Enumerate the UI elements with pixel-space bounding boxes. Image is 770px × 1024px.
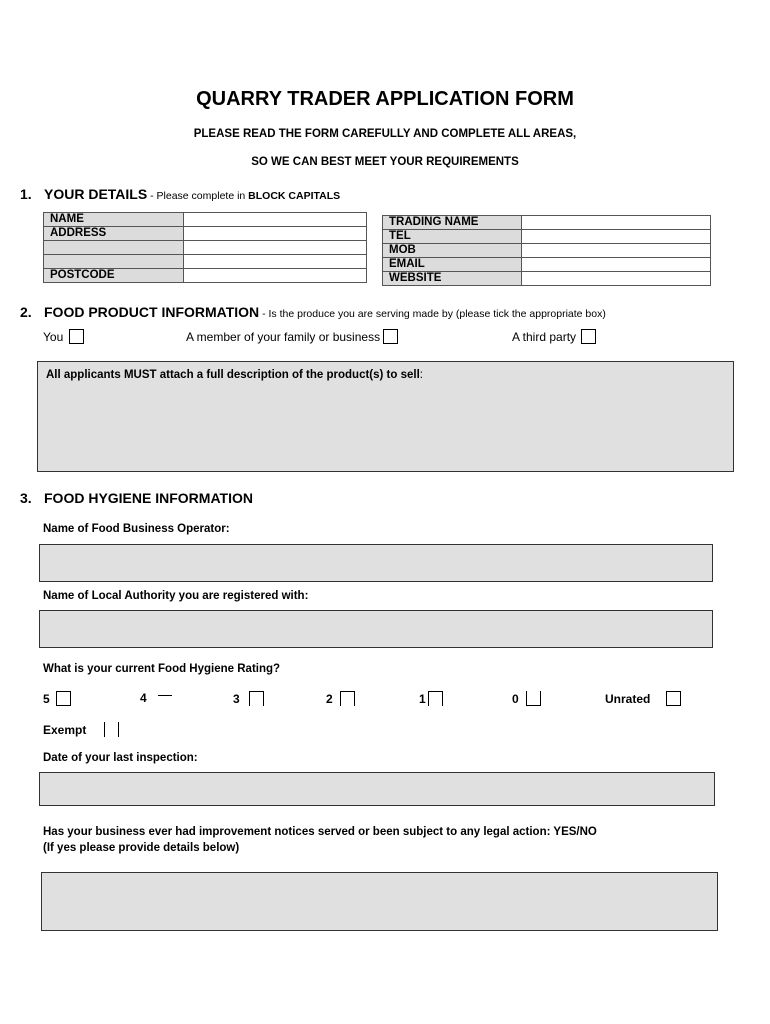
rating-5-checkbox[interactable] xyxy=(56,691,71,706)
notices-question: Has your business ever had improvement notices served or been subject to any legal action: YES/NO xyxy=(43,826,597,838)
rating-3-label: 3 xyxy=(233,692,240,706)
operator-label: Name of Food Business Operator: xyxy=(43,523,230,535)
section-1-note-emphasis: BLOCK CAPITALS xyxy=(248,190,341,202)
section-2-title: FOOD PRODUCT INFORMATION xyxy=(44,304,260,320)
details-row-website xyxy=(383,272,711,286)
section-1-title: YOUR DETAILS xyxy=(44,186,148,202)
rating-exempt-label: Exempt xyxy=(43,723,87,737)
address-field-2[interactable] xyxy=(184,241,367,255)
option-you-label: You xyxy=(43,330,64,344)
product-description-colon: : xyxy=(419,369,423,381)
option-you xyxy=(43,329,84,344)
option-you-checkbox[interactable] xyxy=(69,329,84,344)
tel-label: TEL xyxy=(383,230,522,244)
tel-field[interactable] xyxy=(522,230,711,244)
trading-name-field[interactable] xyxy=(522,216,711,230)
details-row-email xyxy=(383,258,711,272)
your-details-table-right xyxy=(382,215,711,286)
address-label: ADDRESS xyxy=(44,227,184,241)
details-row-address xyxy=(44,227,367,241)
rating-question: What is your current Food Hygiene Rating? xyxy=(43,663,281,675)
address-label-blank-2 xyxy=(44,255,184,269)
rating-exempt-checkbox[interactable] xyxy=(104,722,119,737)
section-3-number: 3. xyxy=(20,490,32,506)
section-3-heading xyxy=(20,490,253,506)
rating-5 xyxy=(43,691,71,706)
rating-0-checkbox[interactable] xyxy=(526,691,541,706)
section-2-number: 2. xyxy=(20,304,32,320)
address-label-blank-1 xyxy=(44,241,184,255)
form-instructions-line-1: PLEASE READ THE FORM CAREFULLY AND COMPLETE ALL AREAS, xyxy=(193,128,577,140)
section-2-note: - Is the produce you are serving made by (please tick the appropriate box) xyxy=(259,308,606,320)
rating-5-label: 5 xyxy=(43,692,50,706)
website-label: WEBSITE xyxy=(383,272,522,286)
trading-name-label: TRADING NAME xyxy=(383,216,522,230)
authority-label: Name of Local Authority you are registered with: xyxy=(43,590,309,602)
rating-2-checkbox[interactable] xyxy=(340,691,355,706)
option-third-party-label: A third party xyxy=(512,330,577,344)
section-1-heading xyxy=(20,186,340,202)
authority-field[interactable] xyxy=(39,610,713,648)
product-description-box[interactable] xyxy=(37,361,734,472)
rating-2 xyxy=(326,691,355,706)
rating-3 xyxy=(233,691,264,706)
form-instructions-line-2: SO WE CAN BEST MEET YOUR REQUIREMENTS xyxy=(251,156,519,168)
rating-unrated xyxy=(605,691,681,706)
section-1-note: - Please complete in xyxy=(147,190,249,202)
details-row-name xyxy=(44,213,367,227)
notices-note: (If yes please provide details below) xyxy=(43,842,240,854)
details-row-postcode xyxy=(44,269,367,283)
product-description-text: All applicants MUST attach a full description of the product(s) to sell xyxy=(46,369,420,381)
mob-field[interactable] xyxy=(522,244,711,258)
email-field[interactable] xyxy=(522,258,711,272)
your-details-table-left xyxy=(43,212,367,283)
rating-4 xyxy=(140,691,172,705)
option-family xyxy=(186,329,398,344)
inspection-date-field[interactable] xyxy=(39,772,715,806)
option-third-party-checkbox[interactable] xyxy=(581,329,596,344)
website-field[interactable] xyxy=(522,272,711,286)
rating-0 xyxy=(512,691,541,706)
operator-field[interactable] xyxy=(39,544,713,582)
postcode-field[interactable] xyxy=(184,269,367,283)
section-3-title: FOOD HYGIENE INFORMATION xyxy=(44,490,253,506)
mob-label: MOB xyxy=(383,244,522,258)
details-row-mob xyxy=(383,244,711,258)
section-2-heading xyxy=(20,304,606,320)
name-label: NAME xyxy=(44,213,184,227)
email-label: EMAIL xyxy=(383,258,522,272)
rating-4-checkbox[interactable] xyxy=(158,695,172,696)
rating-0-label: 0 xyxy=(512,692,519,706)
rating-3-checkbox[interactable] xyxy=(249,691,264,706)
rating-unrated-label: Unrated xyxy=(605,692,651,706)
address-field-1[interactable] xyxy=(184,227,367,241)
rating-4-label: 4 xyxy=(140,691,147,705)
inspection-label: Date of your last inspection: xyxy=(43,752,198,764)
section-1-number: 1. xyxy=(20,186,32,202)
name-field[interactable] xyxy=(184,213,367,227)
rating-1-checkbox[interactable] xyxy=(428,691,443,706)
rating-2-label: 2 xyxy=(326,692,333,706)
rating-unrated-checkbox[interactable] xyxy=(666,691,681,706)
form-title: QUARRY TRADER APPLICATION FORM xyxy=(196,88,574,110)
details-row-address-3 xyxy=(44,255,367,269)
option-family-label: A member of your family or business xyxy=(186,330,381,344)
notices-details-field[interactable] xyxy=(41,872,718,931)
rating-1 xyxy=(419,691,443,706)
product-description-label xyxy=(38,362,733,388)
option-third-party xyxy=(512,329,596,344)
rating-1-label: 1 xyxy=(419,692,426,706)
address-field-3[interactable] xyxy=(184,255,367,269)
postcode-label: POSTCODE xyxy=(44,269,184,283)
details-row-trading-name xyxy=(383,216,711,230)
option-family-checkbox[interactable] xyxy=(383,329,398,344)
details-row-address-2 xyxy=(44,241,367,255)
details-row-tel xyxy=(383,230,711,244)
rating-exempt xyxy=(43,722,119,737)
